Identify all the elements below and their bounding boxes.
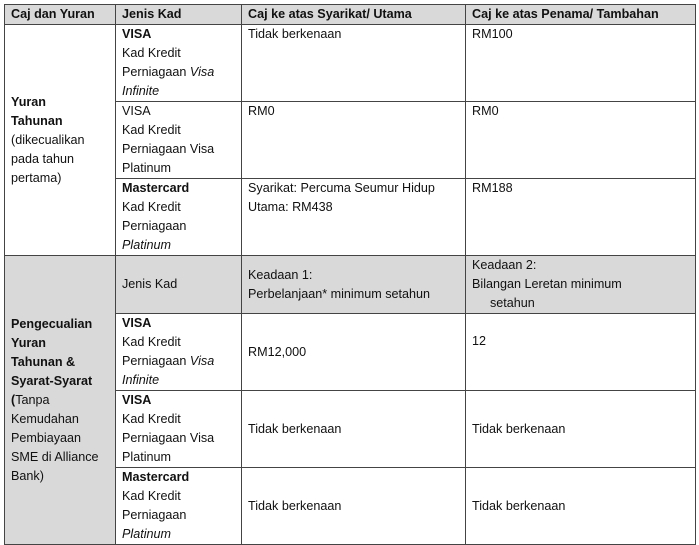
condition-1-cell: RM12,000 bbox=[242, 314, 466, 391]
table-row bbox=[5, 25, 696, 102]
group-label-line: Pengecualian bbox=[11, 316, 93, 331]
waiver-group-label bbox=[5, 256, 116, 545]
company-charge-cell: Tidak berkenaan bbox=[242, 25, 466, 102]
card-name-italic: Platinum bbox=[122, 527, 171, 541]
card-name-line: Perniagaan bbox=[122, 354, 187, 368]
card-name-line: Kad Kredit bbox=[122, 200, 181, 214]
condition-2-cell: Tidak berkenaan bbox=[466, 468, 696, 545]
card-type-cell bbox=[116, 468, 242, 545]
card-name-italic: Infinite bbox=[122, 373, 160, 387]
fee-table-container bbox=[4, 4, 696, 545]
card-name-line: Platinum bbox=[122, 161, 171, 175]
card-name-italic: Infinite bbox=[122, 84, 160, 98]
subheader-card-type: Jenis Kad bbox=[116, 256, 242, 314]
group-label-line: Tahunan bbox=[11, 113, 63, 128]
card-type-cell bbox=[116, 179, 242, 256]
condition-2-cell: 12 bbox=[466, 314, 696, 391]
group-label-line: Yuran bbox=[11, 94, 46, 109]
card-type-cell bbox=[116, 314, 242, 391]
card-brand: Mastercard bbox=[122, 470, 190, 484]
card-name-italic: Platinum bbox=[122, 238, 171, 252]
header-charges-fees: Caj dan Yuran bbox=[5, 5, 116, 25]
condition-1-desc: Perbelanjaan* minimum setahun bbox=[248, 286, 431, 301]
card-type-cell bbox=[116, 391, 242, 468]
card-name-line: Kad Kredit bbox=[122, 335, 181, 349]
company-charge-cell: RM0 bbox=[242, 102, 466, 179]
group-label-line: Tanpa bbox=[15, 392, 50, 407]
group-label-line: Yuran bbox=[11, 335, 46, 350]
condition-1-title: Keadaan 1: bbox=[248, 267, 313, 282]
group-label-line: Syarat-Syarat bbox=[11, 373, 93, 388]
company-charge-line: Syarikat: Percuma Seumur Hidup bbox=[248, 181, 435, 195]
subheader-row bbox=[5, 256, 696, 314]
condition-2-desc: setahun bbox=[490, 296, 535, 310]
card-name-line: Kad Kredit bbox=[122, 489, 181, 503]
card-name-line: Kad Kredit bbox=[122, 123, 181, 137]
card-brand: VISA bbox=[122, 316, 152, 330]
group-label-line: pertama) bbox=[11, 170, 62, 185]
card-name-line: Perniagaan bbox=[122, 219, 187, 233]
card-type-cell bbox=[116, 25, 242, 102]
card-name-line: Perniagaan Visa bbox=[122, 431, 215, 445]
group-label-line: Kemudahan bbox=[11, 411, 79, 426]
header-company-charge: Caj ke atas Syarikat/ Utama bbox=[242, 5, 466, 25]
condition-2-desc: Bilangan Leretan minimum bbox=[472, 277, 622, 291]
card-brand: VISA bbox=[122, 393, 152, 407]
group-label-line: Bank) bbox=[11, 468, 44, 483]
annual-fee-group-label bbox=[5, 25, 116, 256]
group-label-line: SME di Alliance bbox=[11, 449, 99, 464]
company-charge-cell bbox=[242, 179, 466, 256]
card-name-line: Perniagaan bbox=[122, 508, 187, 522]
card-brand: VISA bbox=[122, 27, 152, 41]
condition-2-title: Keadaan 2: bbox=[472, 258, 537, 272]
group-label-line: pada tahun bbox=[11, 151, 75, 166]
condition-2-cell: Tidak berkenaan bbox=[466, 391, 696, 468]
card-name-line: Perniagaan bbox=[122, 65, 187, 79]
header-card-type: Jenis Kad bbox=[116, 5, 242, 25]
card-name-italic: Visa bbox=[189, 65, 215, 79]
card-name-line: Kad Kredit bbox=[122, 412, 181, 426]
card-name-line: Perniagaan Visa bbox=[122, 142, 215, 156]
card-brand: Mastercard bbox=[122, 181, 190, 195]
company-charge-line: Utama: RM438 bbox=[248, 200, 333, 214]
condition-1-cell: Tidak berkenaan bbox=[242, 468, 466, 545]
header-row bbox=[5, 5, 696, 25]
header-supplementary-charge: Caj ke atas Penama/ Tambahan bbox=[466, 5, 696, 25]
subheader-condition-2 bbox=[466, 256, 696, 314]
card-name-italic: Visa bbox=[189, 354, 215, 368]
condition-1-cell: Tidak berkenaan bbox=[242, 391, 466, 468]
supplementary-charge-cell: RM188 bbox=[466, 179, 696, 256]
supplementary-charge-cell: RM100 bbox=[466, 25, 696, 102]
group-label-line: Pembiayaan bbox=[11, 430, 82, 445]
card-name-line: Kad Kredit bbox=[122, 46, 181, 60]
subheader-condition-1 bbox=[242, 256, 466, 314]
card-type-cell bbox=[116, 102, 242, 179]
fee-table bbox=[4, 4, 696, 545]
supplementary-charge-cell: RM0 bbox=[466, 102, 696, 179]
group-label-line: (dikecualikan bbox=[11, 132, 85, 147]
group-label-line: Tahunan & bbox=[11, 354, 76, 369]
card-brand: VISA bbox=[122, 104, 151, 118]
card-name-line: Platinum bbox=[122, 450, 171, 464]
group-label-paren: ( bbox=[11, 392, 16, 407]
